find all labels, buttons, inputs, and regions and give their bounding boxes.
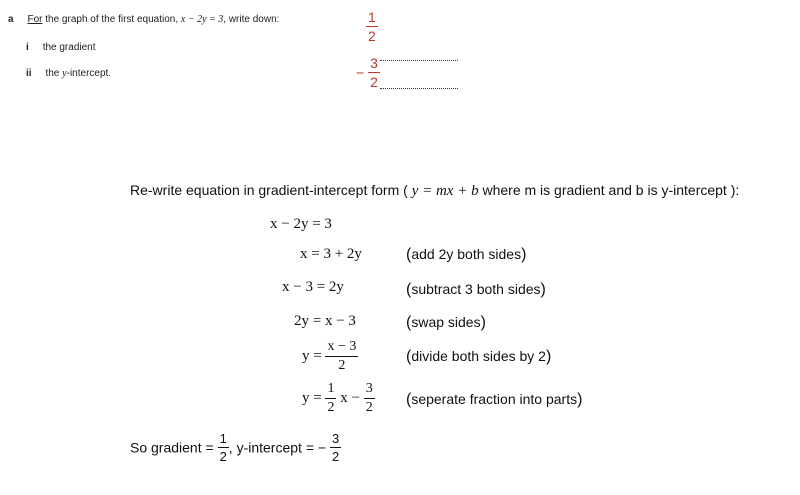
intro-lead: Re-write equation in gradient-intercept form ( bbox=[130, 182, 408, 198]
item-label: i bbox=[26, 42, 29, 53]
answer-intercept-sign: − bbox=[356, 64, 365, 81]
step-1 bbox=[270, 216, 332, 233]
conclusion-int-den: 2 bbox=[331, 449, 340, 464]
step-6 bbox=[302, 382, 375, 415]
answer-gradient-denominator: 2 bbox=[368, 28, 376, 44]
conclusion-grad-den: 2 bbox=[219, 449, 227, 464]
step-6-frac1-den: 2 bbox=[327, 400, 335, 415]
prompt-tail: , write down: bbox=[223, 14, 280, 25]
question-prompt bbox=[8, 14, 279, 25]
item-text-lead: the bbox=[45, 68, 63, 79]
item-gradient bbox=[26, 42, 96, 53]
conclusion-lead: So gradient = bbox=[130, 439, 214, 456]
item-intercept bbox=[26, 68, 111, 79]
step-1-equation: x − 2y = 3 bbox=[270, 216, 332, 232]
answer-intercept-numerator: 3 bbox=[370, 55, 378, 71]
item-label: ii bbox=[26, 68, 32, 79]
step-6-frac2-den: 2 bbox=[365, 400, 373, 415]
item-text: the gradient bbox=[42, 42, 96, 53]
prompt-lead: For bbox=[27, 14, 43, 25]
answer-gradient bbox=[366, 10, 378, 43]
step-3-note: (subtract 3 both sides) bbox=[406, 281, 546, 298]
answer-intercept bbox=[356, 56, 380, 89]
item-text-var: y bbox=[62, 68, 67, 79]
step-4 bbox=[294, 313, 356, 330]
step-4-equation: 2y = x − 3 bbox=[294, 313, 356, 329]
step-5-lhs: y = bbox=[302, 348, 322, 364]
answer-line-gradient bbox=[380, 48, 458, 66]
conclusion-grad-num: 1 bbox=[219, 431, 227, 446]
step-6-frac1-num: 1 bbox=[325, 382, 336, 399]
answer-gradient-numerator: 1 bbox=[368, 9, 376, 25]
prompt-rest: the graph of the first equation, bbox=[42, 14, 181, 25]
step-6-frac2-num: 3 bbox=[364, 382, 375, 399]
step-2-equation: x = 3 + 2y bbox=[300, 246, 362, 262]
step-2-note: (add 2y both sides) bbox=[406, 246, 527, 263]
step-5 bbox=[302, 340, 358, 373]
step-5-note: (divide both sides by 2) bbox=[406, 348, 552, 365]
step-5-numerator: x − 3 bbox=[325, 340, 358, 357]
answer-intercept-denominator: 2 bbox=[370, 74, 378, 90]
step-5-denominator: 2 bbox=[338, 358, 346, 373]
prompt-equation: x − 2y = 3 bbox=[180, 14, 224, 25]
step-3-equation: x − 3 = 2y bbox=[282, 279, 344, 295]
step-6-note: (seperate fraction into parts) bbox=[406, 391, 583, 408]
conclusion-mid: , y-intercept = − bbox=[228, 439, 327, 456]
step-6-mid: x − bbox=[340, 390, 360, 406]
intro-tail: where m is gradient and b is y-intercept ): bbox=[482, 182, 740, 198]
step-4-note: (swap sides) bbox=[406, 314, 486, 331]
solution-intro bbox=[130, 182, 739, 200]
step-6-lhs: y = bbox=[302, 390, 322, 406]
item-text-tail: -intercept. bbox=[66, 68, 112, 79]
intro-formula: y = mx + b bbox=[411, 183, 479, 199]
conclusion bbox=[130, 432, 341, 463]
step-2 bbox=[300, 246, 362, 263]
step-3 bbox=[282, 279, 344, 296]
answer-line-intercept bbox=[380, 76, 458, 94]
part-label: a bbox=[8, 14, 14, 25]
conclusion-int-num: 3 bbox=[331, 431, 340, 446]
